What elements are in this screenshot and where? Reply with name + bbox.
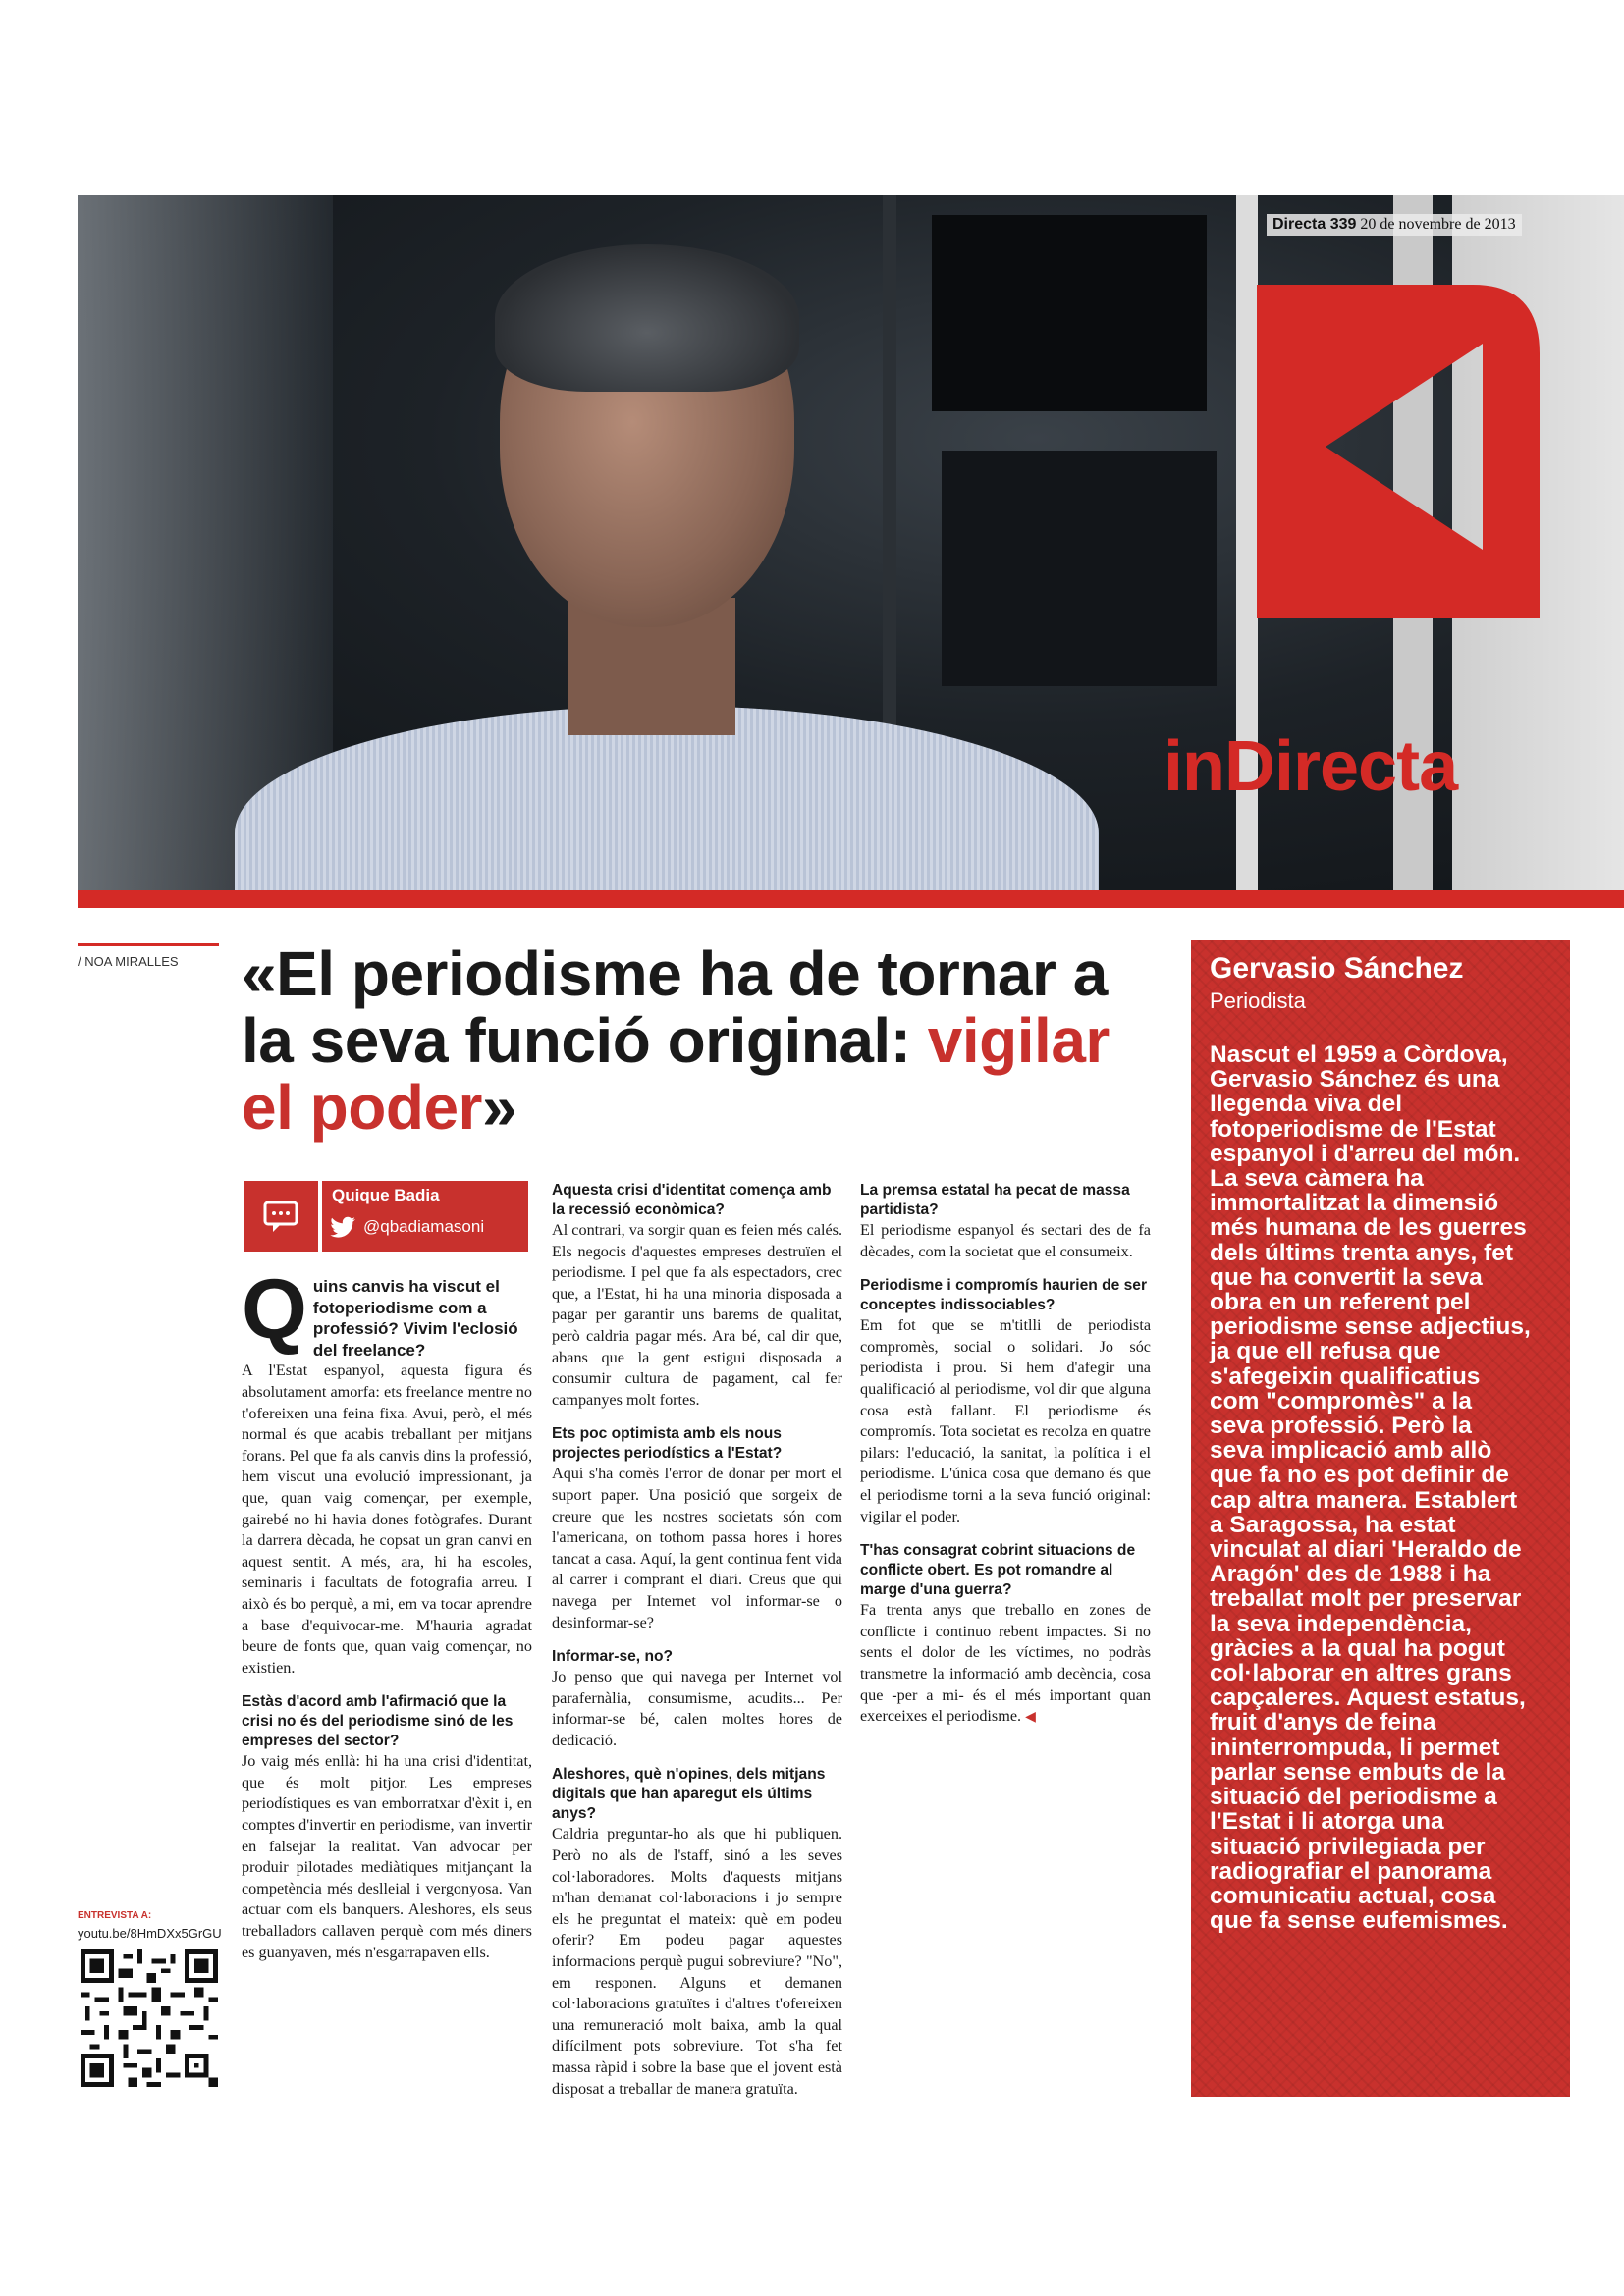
question-text: T'has consagrat cobrint situacions de conflicte obert. Es pot romandre al marge d'una guerra?	[860, 1542, 1136, 1599]
comment-icon	[244, 1181, 318, 1252]
hero-window-pane	[942, 451, 1217, 686]
video-label: ENTREVISTA A:	[78, 1910, 152, 1921]
issue-info	[1267, 214, 1522, 236]
interviewer-badge	[244, 1181, 318, 1252]
end-mark-icon: ◀	[1025, 1710, 1036, 1726]
question-text: Ets poc optimista amb els nous projectes periodístics a l'Estat?	[552, 1425, 783, 1463]
answer-text: Jo penso que qui navega per Internet vol parafernàlia, consumisme, acudits... Per informar-se bé, calen moltes hores de dedicació.	[552, 1668, 842, 1749]
hero-subject-hair	[495, 244, 799, 392]
answer-text: El periodisme espanyol és sectari des de fa dècades, com la societat que el consumeix.	[860, 1221, 1151, 1260]
answer-text: Aquí s'ha comès l'error de donar per mort el suport paper. Una posició que sorgeix de creure que les nostres societats són com l'americana, on tothom passa hores i hores tancat a casa. Aquí, la gent continua fent vida al carrer i comprant el diari. Creus que qui navega per Internet vol informar-se o desinformar-se?	[552, 1465, 842, 1631]
profile-name: Gervasio Sánchez	[1210, 952, 1464, 985]
headline-closing-quote: »	[481, 1072, 517, 1143]
headline-text: «El periodisme ha de tornar a la seva funció original:	[242, 938, 1108, 1076]
dropcap: Q	[242, 1262, 307, 1357]
issue-label: Directa 339	[1272, 216, 1357, 233]
question-text: Estàs d'acord amb l'afirmació que la crisi no és del periodisme sinó de les empreses del sector?	[242, 1693, 514, 1750]
answer-text: Em fot que se m'titlli de periodista compromès, social o solidari. Jo sóc periodista i prou. Si hem d'afegir una qualificació al periodisme, vol dir que alguna cosa està fallant. El periodisme és compromís. Tota societat es recolza en quatre pilars: l'educació, la sanitat, la política i el periodisme. L'única cosa que demano és que el periodisme torni a la seva funció original: vigilar el poder.	[860, 1316, 1151, 1525]
answer-text: Jo vaig més enllà: hi ha una crisi d'identitat, que és molt pitjor. Les empreses periodístiques es van emborratxar d'èxit i, en comptes d'invertir en periodisme, van invertir en falsejar la realitat. Van advocar per produir pilotades mediàtiques mitjançant la competència més deslleial i vergonyosa. Van actuar com els banquers. Aleshores, els seus treballadors callaven perquè com més diners es guanyaven, més n'esgarrapaven ells.	[242, 1752, 532, 1961]
section-brand: inDirecta	[1164, 727, 1458, 806]
question-text: Aquesta crisi d'identitat comença amb la recessió econòmica?	[552, 1182, 832, 1218]
divider	[78, 943, 219, 946]
issue-date: 20 de novembre de 2013	[1360, 216, 1516, 233]
question-text: Aleshores, què n'opines, dels mitjans digitals que han aparegut els últims anys?	[552, 1766, 826, 1823]
divider	[78, 890, 1624, 908]
profile-role: Periodista	[1210, 988, 1306, 1013]
twitter-icon	[330, 1213, 357, 1241]
question-text: Informar-se, no?	[552, 1648, 674, 1666]
directa-logo-icon	[1257, 285, 1540, 618]
article-column-3	[860, 1181, 1151, 1729]
video-link[interactable]: youtu.be/8HmDXx5GrGU	[78, 1926, 222, 1941]
question-text: La premsa estatal ha pecat de massa partidista?	[860, 1182, 1130, 1218]
answer-text: Caldria preguntar-ho als que hi publiquen. Però no als de l'staff, sinó a les seves col·laboradores. Molts d'aquests mitjans m'han demanat col·laboracions i jo sempre els he preguntat el mateix: què em podeu oferir? Em podeu pagar aquestes informacions perquè pugui sobreviure? "No", em responen. Alguns et demanen col·laboracions gratuïtes i d'altres t'ofereixen una remuneració molt baixa, amb la qual difícilment pots sobreviure. Tot s'ha fet massa ràpid i sobre la base que el jovent està disposat a treballar de manera gratuïta.	[552, 1825, 842, 2098]
article-column-1	[242, 1262, 532, 1963]
answer-text: Al contrari, va sorgir quan es feien més calés. Els negocis d'aquestes empreses destruïen el periodisme. I pel que fa als espectadors, crec que, a l'Estat, hi ha una minoria disposada a pagar per garantir uns barems de qualitat, però caldria pagar més. Ara bé, cal dir que, abans que la gent estigui disposada a consumir cultura de pagament, cal fer campanyes molt fortes.	[552, 1221, 842, 1409]
question-text: Periodisme i compromís haurien de ser conceptes indissociables?	[860, 1277, 1148, 1314]
interviewer-name: Quique Badia	[332, 1186, 440, 1204]
headline-highlight: vigilar el poder	[242, 1005, 1110, 1143]
hero-window-pane	[932, 215, 1207, 411]
page-title	[242, 940, 1164, 1141]
photo-credit: / NOA MIRALLES	[78, 954, 179, 969]
article-column-2	[552, 1181, 842, 2100]
answer-text: A l'Estat espanyol, aquesta figura és absolutament amorfa: ets freelance mentre no t'ofereixen una feina fixa. Avui, però, el més normal és que acabis treballant per mitjans forans. Pel que fa als canvis dins la professió, hem viscut una evolució impressionant, ja que, quan vaig començar, per exemple, gairebé no hi havia dones fotògrafes. Durant la darrera dècada, he copsat un gran canvi en aquest sentit. A més, ara, hi ha escoles, seminaris i facultats de fotografia arreu. I això és bo perquè, a mi, em va tocar aprendre a base d'equivocar-me. M'hauria agradat beure de fonts que, quan vaig començar, no existien.	[242, 1362, 532, 1677]
qr-code-icon[interactable]	[81, 1949, 218, 2087]
profile-bio: Nascut el 1959 a Còrdova, Gervasio Sánchez és una llegenda viva del fotoperiodisme de l'Estat espanyol i d'arreu del món. La seva càmera ha immortalitzat la dimensió més humana de les guerres dels últims trenta anys, fet que ha convertit la seva obra en un referent pel periodisme sense adjectius, ja que ell refusa que s'afegeixin qualificatius com "compromès" a la seva professió. Però la seva implicació amb allò que fa no es pot definir de cap altra manera. Establert a Saragossa, ha estat vinculat al diari 'Heraldo de Aragón' des de 1988 i ha treballat molt per preservar la seva independència, gràcies a la qual ha pogut col·laborar en altres grans capçaleres. Aquest estatus, fruit d'anys de feina ininterrompuda, li permet parlar sense embuts de la situació del periodisme a l'Estat i li atorga una situació privilegiada per radiografiar el panorama comunicatiu actual, cosa que fa sense eufemismes.	[1210, 1041, 1531, 1935]
lead-question: Quins canvis ha viscut el fotoperiodisme com a professió? Vivim l'eclosió del freelance?	[242, 1262, 518, 1360]
interviewer-handle[interactable]: @qbadiamasoni	[363, 1217, 485, 1236]
answer-text: Fa trenta anys que treballo en zones de conflicte i continuo rebent impactes. Si no sents el dolor de les víctimes, no podràs transmetre la informació amb decència, cosa que -per a mi- és el més important quan exerceixes el periodisme. ◀	[860, 1601, 1151, 1726]
